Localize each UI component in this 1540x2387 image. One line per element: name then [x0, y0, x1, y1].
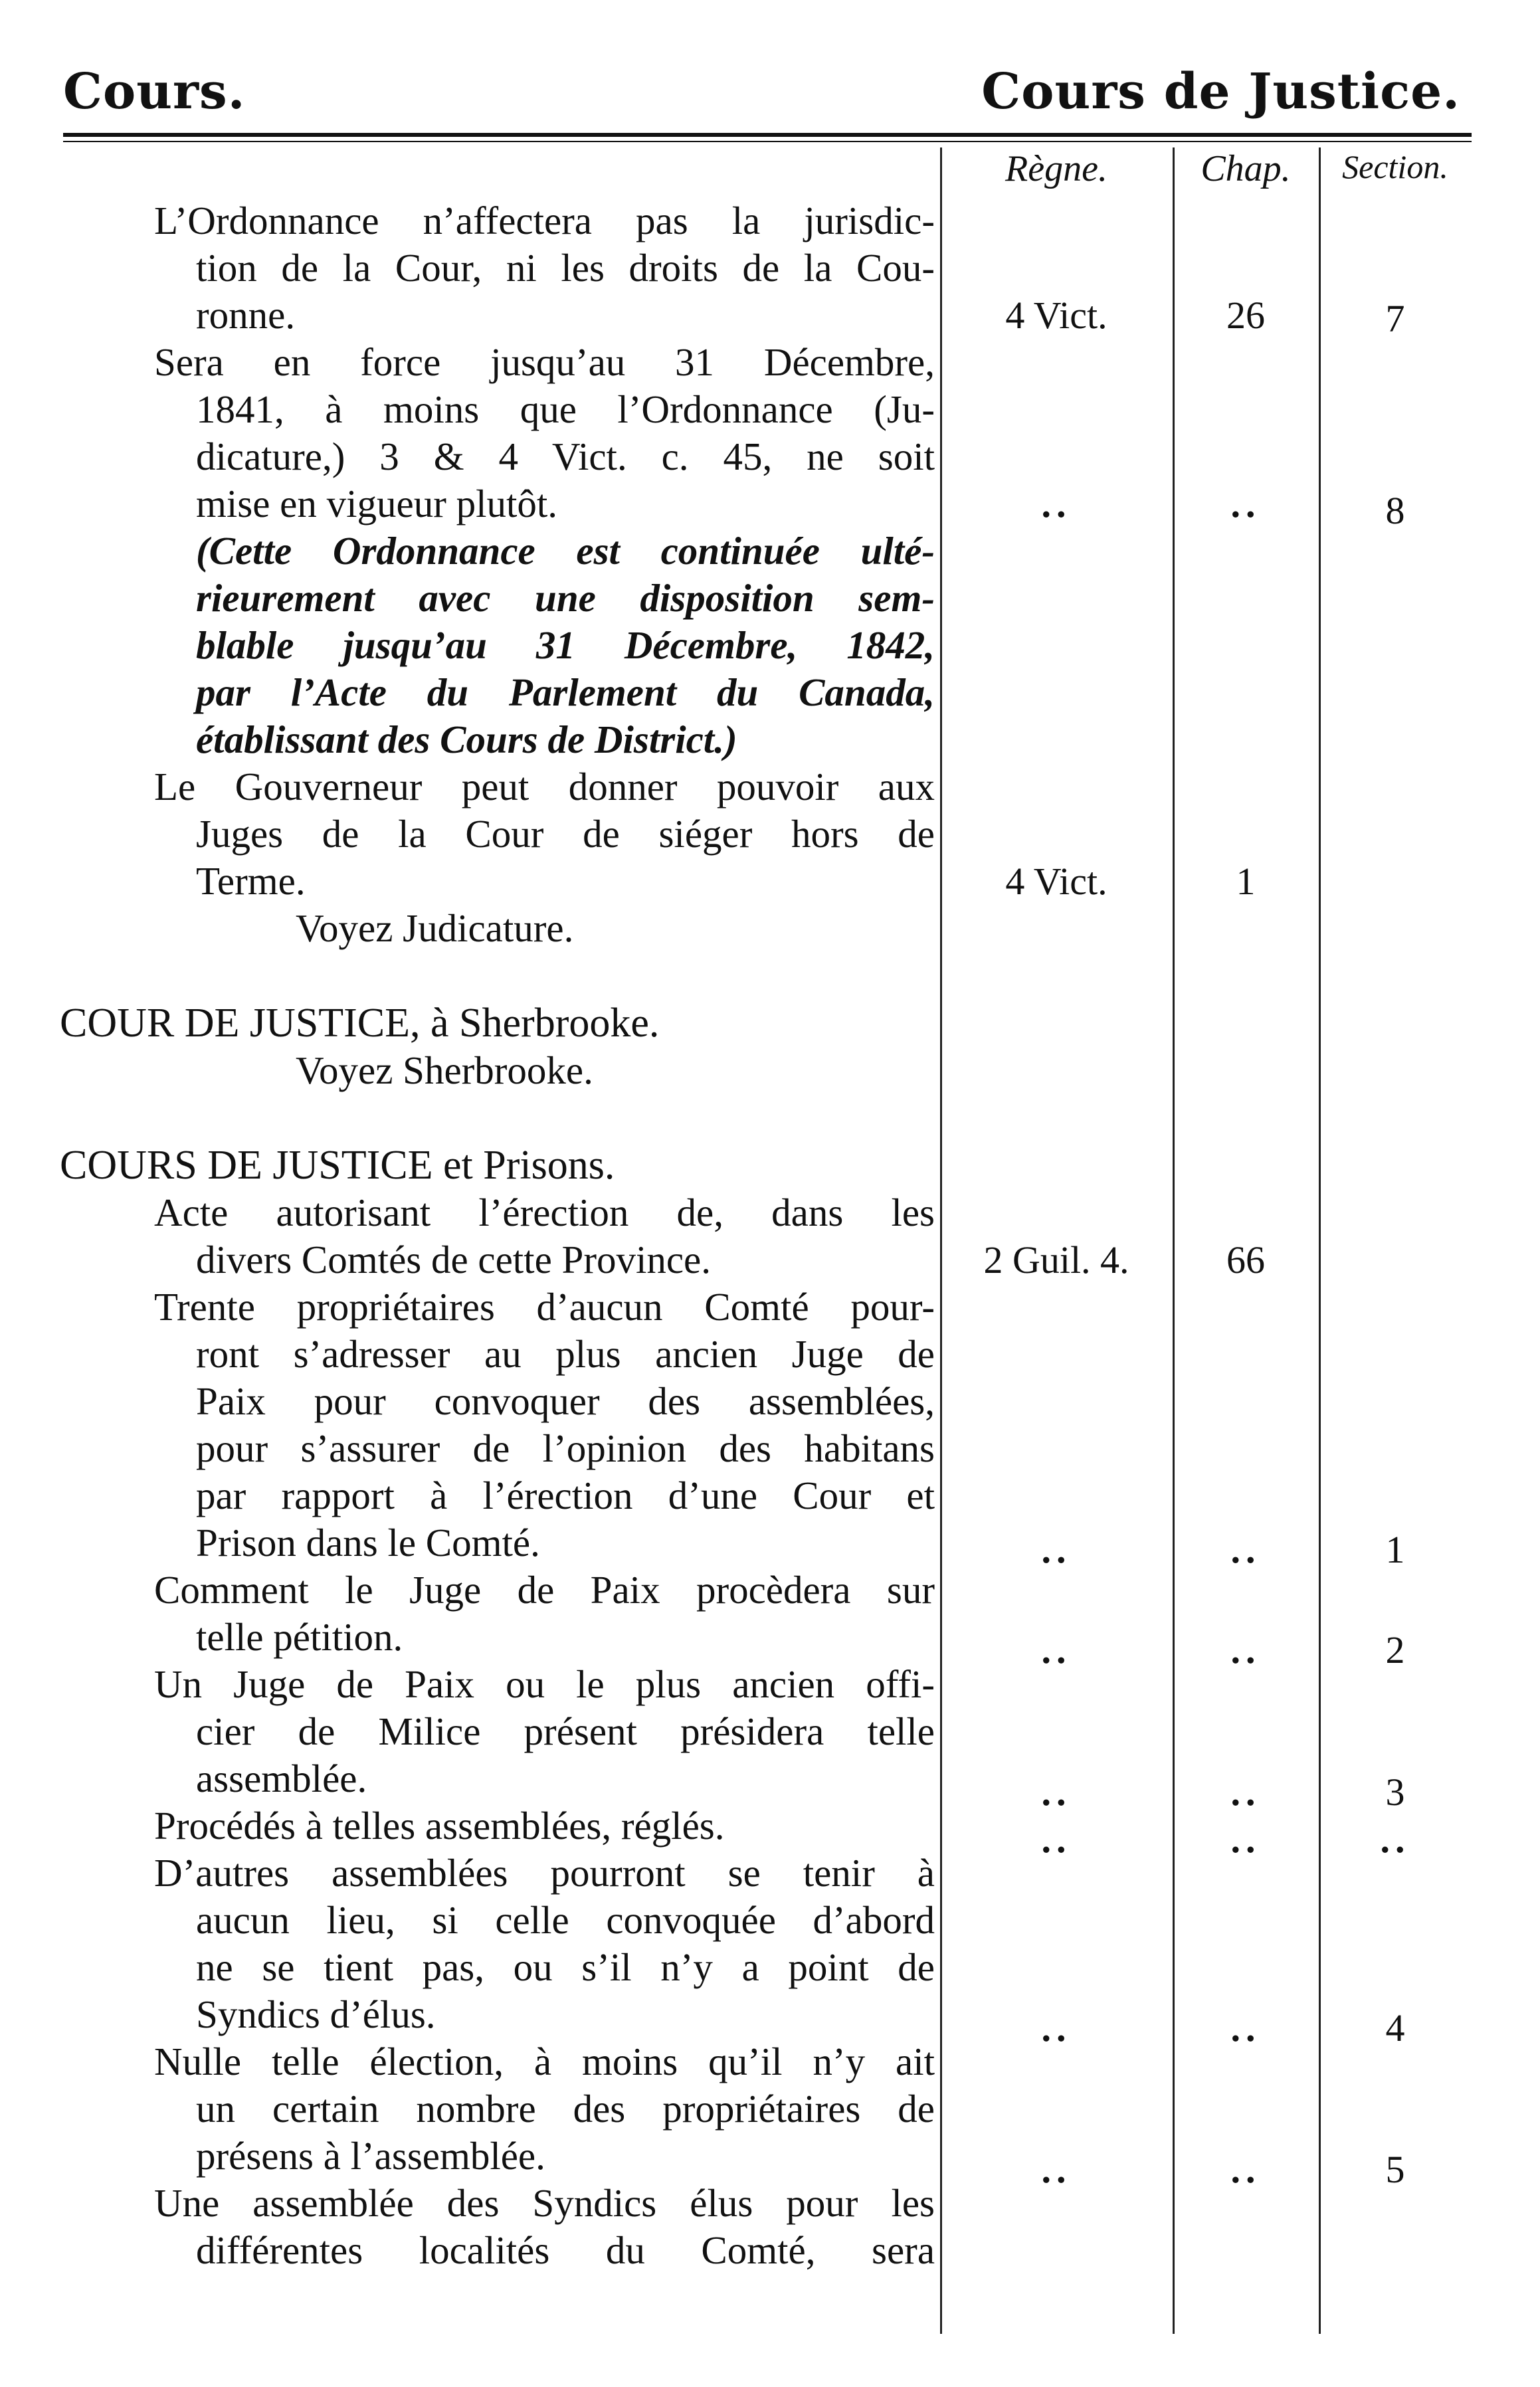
entry-line: Nulle telle élection, à moins qu’il n’y ait — [154, 2040, 935, 2083]
section-value: 4 — [1385, 2006, 1405, 2050]
entry-line: un certain nombre des propriétaires de — [196, 2087, 935, 2131]
entry-line: Juges de la Cour de siéger hors de — [196, 812, 935, 856]
entry-line: Syndics d’élus. — [196, 1992, 436, 2036]
chap-ditto: .. — [1230, 1528, 1261, 1571]
entry-line: ne se tient pas, ou s’il n’y a point de — [196, 1945, 935, 1989]
entry-line: Le Gouverneur peut donner pouvoir aux — [154, 765, 935, 809]
entry-line: Prison dans le Comté. — [196, 1521, 540, 1565]
section-heading: COUR DE JUSTICE, à Sherbrooke. — [60, 1001, 660, 1046]
regne-ditto: .. — [1041, 482, 1072, 525]
entry-line: présens à l’assemblée. — [196, 2134, 545, 2178]
regne-ditto: .. — [1041, 1528, 1072, 1571]
entry-line: aucun lieu, si celle convoquée d’abord — [196, 1898, 935, 1942]
note-line: blable jusqu’au 31 Décembre, 1842, — [196, 623, 935, 667]
header-rule-thin — [63, 141, 1472, 142]
note-line: par l’Acte du Parlement du Canada, — [196, 670, 935, 714]
section-ditto: .. — [1380, 1818, 1410, 1861]
note-line: rieurement avec une disposition sem- — [196, 576, 935, 620]
regne-value: 4 Vict. — [1005, 294, 1107, 337]
column-header-regne: Règne. — [1005, 148, 1107, 189]
entry-line: Un Juge de Paix ou le plus ancien offi- — [154, 1662, 935, 1706]
chap-ditto: .. — [1230, 482, 1261, 525]
entry-line: divers Comtés de cette Province. — [196, 1238, 711, 1282]
chap-value: 26 — [1226, 294, 1265, 337]
column-header-chap: Chap. — [1201, 148, 1291, 189]
chap-value: 1 — [1236, 860, 1256, 903]
chap-ditto: .. — [1230, 1628, 1261, 1671]
regne-ditto: .. — [1041, 1818, 1072, 1861]
cross-reference: Voyez Judicature. — [296, 906, 574, 950]
cross-reference: Voyez Sherbrooke. — [296, 1048, 593, 1092]
running-head-right: Cours de Justice. — [981, 63, 1460, 120]
entry-line: 1841, à moins que l’Ordonnance (Ju- — [196, 387, 935, 431]
entry-line: telle pétition. — [196, 1615, 403, 1659]
section-value: 3 — [1385, 1770, 1405, 1814]
chap-ditto: .. — [1230, 2148, 1261, 2191]
regne-ditto: .. — [1041, 1770, 1072, 1814]
entry-line: Procédés à telles assemblées, réglés. — [154, 1804, 725, 1848]
entry-line: D’autres assemblées pourront se tenir à — [154, 1851, 935, 1895]
entry-line: pour s’assurer de l’opinion des habitans — [196, 1426, 935, 1470]
entry-line: tion de la Cour, ni les droits de la Cou- — [196, 246, 935, 290]
regne-ditto: .. — [1041, 2006, 1072, 2050]
section-value: 7 — [1385, 297, 1405, 340]
header-rule-thick — [63, 133, 1472, 137]
chap-value: 66 — [1226, 1238, 1265, 1282]
chap-ditto: .. — [1230, 1818, 1261, 1861]
section-value: 5 — [1385, 2148, 1405, 2191]
entry-line: différentes localités du Comté, sera — [196, 2228, 935, 2272]
entry-line: Terme. — [196, 859, 306, 903]
regne-ditto: .. — [1041, 2148, 1072, 2191]
entry-line: assemblée. — [196, 1757, 367, 1800]
section-value: 2 — [1385, 1628, 1405, 1671]
regne-ditto: .. — [1041, 1628, 1072, 1671]
note-line: établissant des Cours de District.) — [196, 717, 737, 761]
chap-ditto: .. — [1230, 2006, 1261, 2050]
section-value: 1 — [1385, 1528, 1405, 1571]
entry-line: Une assemblée des Syndics élus pour les — [154, 2181, 935, 2225]
entry-line: dicature,) 3 & 4 Vict. c. 45, ne soit — [196, 434, 935, 478]
regne-value: 4 Vict. — [1005, 860, 1107, 903]
section-heading: COURS DE JUSTICE et Prisons. — [60, 1143, 615, 1188]
entry-line: cier de Milice présent présidera telle — [196, 1709, 935, 1753]
entry-line: Comment le Juge de Paix procèdera sur — [154, 1568, 935, 1612]
section-value: 8 — [1385, 489, 1405, 532]
note-line: (Cette Ordonnance est continuée ulté- — [196, 529, 935, 573]
entry-line: ront s’adresser au plus ancien Juge de — [196, 1332, 935, 1376]
entry-line: mise en vigueur plutôt. — [196, 482, 558, 525]
chap-ditto: .. — [1230, 1770, 1261, 1814]
entry-line: L’Ordonnance n’affectera pas la jurisdic- — [154, 199, 935, 242]
entry-line: ronne. — [196, 293, 296, 337]
entry-line: Trente propriétaires d’aucun Comté pour- — [154, 1285, 935, 1329]
entry-line: Paix pour convoquer des assemblées, — [196, 1379, 935, 1423]
entry-line: Sera en force jusqu’au 31 Décembre, — [154, 340, 935, 384]
running-head-left: Cours. — [63, 63, 246, 120]
entry-line: par rapport à l’érection d’une Cour et — [196, 1474, 935, 1517]
entry-line: Acte autorisant l’érection de, dans les — [154, 1191, 935, 1234]
column-header-section: Section. — [1342, 148, 1448, 185]
regne-value: 2 Guil. 4. — [983, 1238, 1129, 1282]
